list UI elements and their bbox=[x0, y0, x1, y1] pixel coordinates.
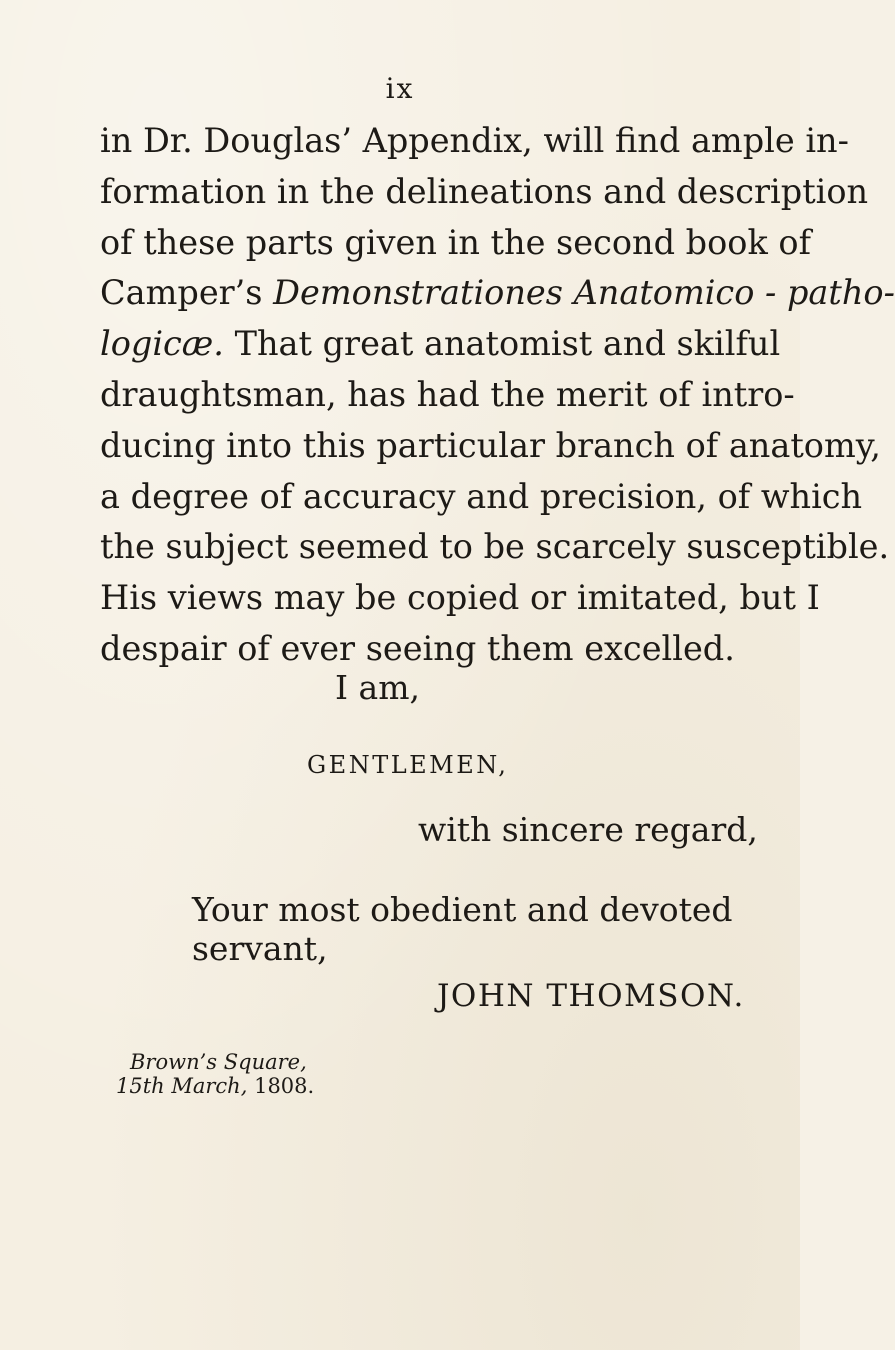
dateline-date bbox=[116, 1074, 314, 1098]
text-line: despair of ever seeing them excelled. bbox=[100, 628, 735, 668]
italic-book-title: Demonstrationes Anatomico - patho- bbox=[273, 273, 895, 313]
closing-regard: with sincere regard, bbox=[418, 810, 758, 849]
dateline-day: 15th March, bbox=[116, 1074, 248, 1098]
closing-i-am: I am, bbox=[335, 668, 420, 707]
text-line-with-italic-title bbox=[100, 319, 781, 370]
salutation: GENTLEMEN, bbox=[307, 751, 509, 779]
page-number: ix bbox=[385, 72, 415, 105]
closing-servant: Your most obedient and devoted servant, bbox=[192, 890, 733, 968]
text-line: ducing into this particular branch of anatomy, bbox=[100, 425, 881, 465]
dateline-place: Brown’s Square, bbox=[130, 1050, 307, 1074]
text-line: a degree of accuracy and precision, of which bbox=[100, 476, 863, 516]
text-line: of these parts given in the second book of bbox=[100, 222, 811, 262]
text-line: the subject seemed to be scarcely susceptible. bbox=[100, 527, 890, 567]
text-line: formation in the delineations and description bbox=[100, 171, 869, 211]
text-line-with-italic-title bbox=[100, 268, 895, 319]
body-paragraph bbox=[100, 116, 895, 675]
text-line: His views may be copied or imitated, but I bbox=[100, 578, 820, 618]
text-fragment: That great anatomist and skilful bbox=[223, 324, 781, 364]
author-signature: JOHN THOMSON. bbox=[437, 978, 745, 1014]
text-line: in Dr. Douglas’ Appendix, will find ample in- bbox=[100, 121, 849, 160]
text-line: draughtsman, has had the merit of intro- bbox=[100, 374, 795, 414]
text-fragment: Camper’s bbox=[100, 273, 274, 313]
dateline-year: 1808. bbox=[254, 1074, 315, 1098]
italic-book-title-end: logicæ. bbox=[100, 324, 224, 364]
